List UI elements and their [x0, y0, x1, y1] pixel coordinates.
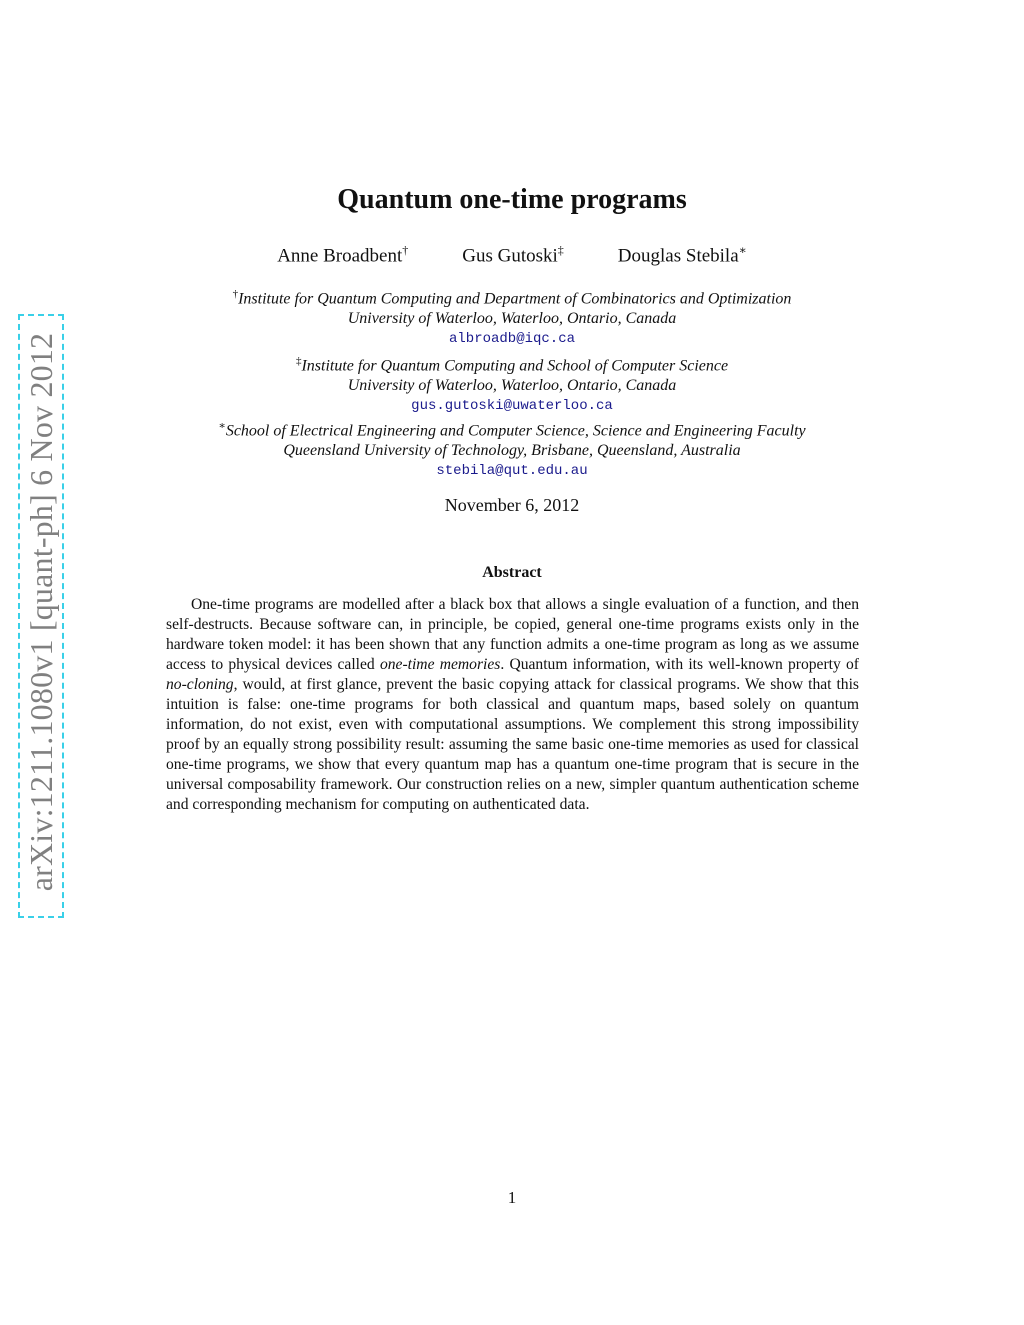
author-list — [0, 243, 1024, 267]
arxiv-stamp-text: arXiv:1211.1080v1 [quant-ph] 6 Nov 2012 — [23, 332, 59, 892]
email-link[interactable]: stebila@qut.edu.au — [436, 463, 588, 480]
author: Anne Broadbent† — [277, 243, 409, 267]
author: Douglas Stebila∗ — [617, 243, 747, 267]
page-number: 1 — [507, 1188, 517, 1207]
abstract-heading: Abstract — [482, 564, 542, 581]
publication-date: November 6, 2012 — [444, 495, 580, 515]
affiliation-line: University of Waterloo, Waterloo, Ontario, Canada — [347, 310, 677, 328]
email-link[interactable]: gus.gutoski@uwaterloo.ca — [411, 398, 613, 415]
affiliation-block — [0, 416, 1024, 481]
affiliation-line: †Institute for Quantum Computing and Department of Combinatorics and Optimization — [232, 288, 792, 308]
affiliation-line: ‡Institute for Quantum Computing and School of Computer Science — [295, 355, 729, 375]
abstract-body: One-time programs are modelled after a black box that allows a single evaluation of a function, and then self-destructs. Because software can, in principle, be copied, general one-time programs exists only in the hardware token model: it has been shown that any function admits a one-time program as long as we assume access to physical devices called one-time memories. Quantum information, with its well-known property of no-cloning, would, at first glance, prevent the basic copying attack for classical programs. We show that this intuition is false: one-time programs for both classical and quantum maps, based solely on quantum information, do not exist, even with computational assumptions. We complement this strong impossibility proof by an equally strong possibility result: assuming the same basic one-time memories as used for classical one-time programs, we show that every quantum map has a quantum one-time program that is secure in the universal composability framework. Our construction relies on a new, simpler quantum authentication scheme and corresponding mechanism for computing on authenticated data. — [166, 596, 859, 813]
paper-title: Quantum one-time programs — [337, 184, 687, 215]
affiliation-block — [0, 284, 1024, 349]
email-link[interactable]: albroadb@iqc.ca — [448, 331, 576, 348]
affiliation-block — [0, 351, 1024, 416]
author: Gus Gutoski‡ — [462, 243, 564, 267]
affiliation-line: Queensland University of Technology, Brisbane, Queensland, Australia — [283, 442, 741, 460]
affiliation-line: University of Waterloo, Waterloo, Ontario, Canada — [347, 377, 677, 395]
affiliation-line: ∗School of Electrical Engineering and Computer Science, Science and Engineering Faculty — [218, 420, 806, 440]
